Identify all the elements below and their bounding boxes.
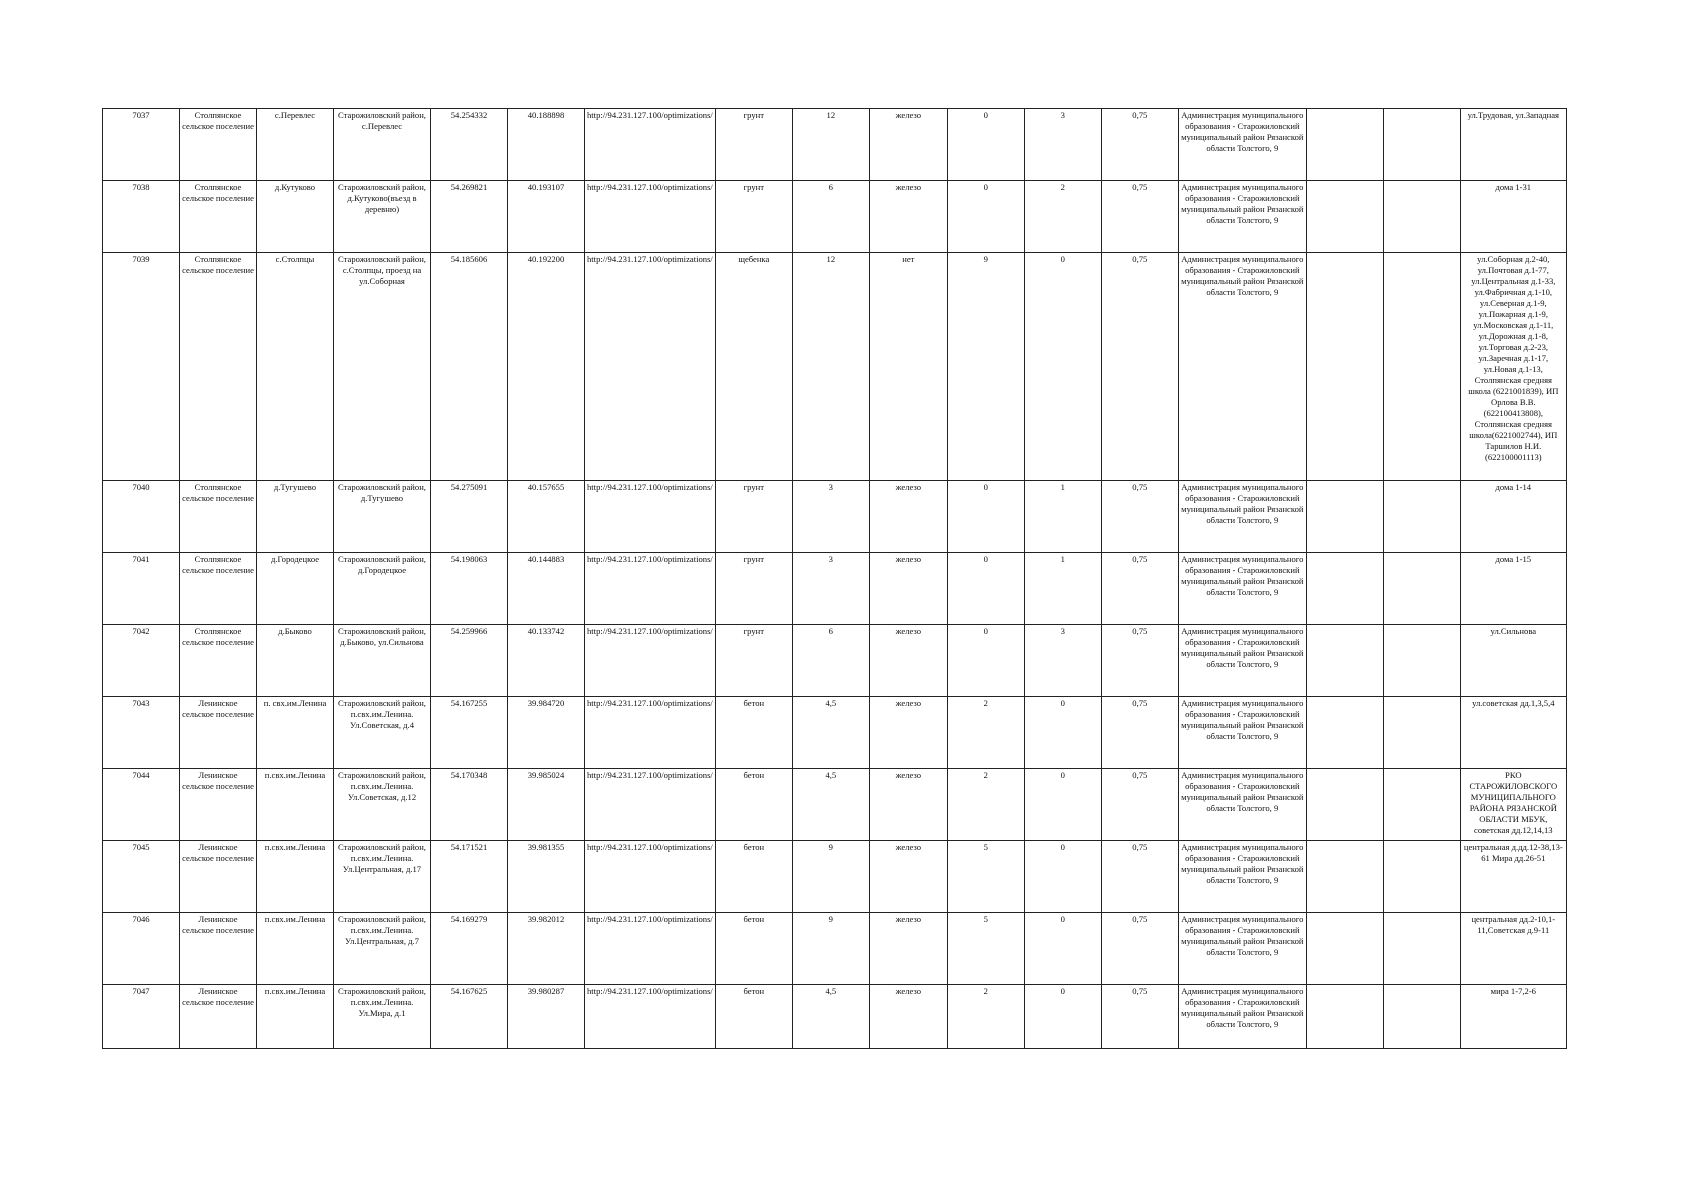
cell-area: 9 (792, 913, 869, 985)
table-row (103, 253, 1567, 481)
cell-surface: грунт (715, 481, 792, 553)
cell-fence-material: железо (869, 181, 947, 253)
cell-settlement: Ленинское сельское поселение (180, 697, 257, 769)
table-row (103, 181, 1567, 253)
cell-count-a: 5 (947, 841, 1024, 913)
cell-settlement: Столпянское сельское поселение (180, 481, 257, 553)
cell-area: 4,5 (792, 697, 869, 769)
cell-latitude: 54.254332 (431, 109, 508, 181)
cell-longitude: 40.193107 (508, 181, 585, 253)
cell-id: 7038 (103, 181, 180, 253)
cell-longitude: 39.982012 (508, 913, 585, 985)
cell-longitude: 40.133742 (508, 625, 585, 697)
cell-served-sources: РКО СТАРОЖИЛОВСКОГО МУНИЦИПАЛЬНОГО РАЙОНА РЯЗАНСКОЙ ОБЛАСТИ МБУК, советская дд.12,14,13 (1460, 769, 1566, 841)
cell-volume: 0,75 (1101, 253, 1178, 481)
cell-locality: д.Тугушево (257, 481, 334, 553)
cell-address: Старожиловский район, с.Столпцы, проезд на ул.Соборная (334, 253, 431, 481)
cell-fence-material: железо (869, 913, 947, 985)
cell-volume: 0,75 (1101, 985, 1178, 1049)
cell-empty-2 (1383, 109, 1460, 181)
cell-locality: п. свх.им.Ленина (257, 697, 334, 769)
cell-served-sources: ул.советская дд.1,3,5,4 (1460, 697, 1566, 769)
cell-owner: Администрация муниципального образования - Старожиловский муниципальный район Рязанской области Толстого, 9 (1178, 841, 1306, 913)
cell-empty-2 (1383, 697, 1460, 769)
cell-fence-material: железо (869, 697, 947, 769)
cell-count-b: 0 (1024, 769, 1101, 841)
cell-id: 7047 (103, 985, 180, 1049)
cell-address: Старожиловский район, п.свх.им.Ленина. Ул.Центральная, д.7 (334, 913, 431, 985)
cell-count-b: 0 (1024, 985, 1101, 1049)
table-row (103, 109, 1567, 181)
cell-surface: грунт (715, 181, 792, 253)
cell-id: 7041 (103, 553, 180, 625)
cell-owner: Администрация муниципального образования - Старожиловский муниципальный район Рязанской области Толстого, 9 (1178, 697, 1306, 769)
cell-area: 6 (792, 181, 869, 253)
cell-longitude: 40.192200 (508, 253, 585, 481)
cell-surface: бетон (715, 769, 792, 841)
cell-map-link[interactable]: http://94.231.127.100/optimizations/ (585, 841, 716, 913)
cell-volume: 0,75 (1101, 625, 1178, 697)
cell-surface: грунт (715, 109, 792, 181)
cell-served-sources: ул.Сильнова (1460, 625, 1566, 697)
table-row (103, 841, 1567, 913)
cell-count-a: 2 (947, 985, 1024, 1049)
cell-fence-material: железо (869, 553, 947, 625)
cell-latitude: 54.170348 (431, 769, 508, 841)
cell-empty-1 (1306, 625, 1383, 697)
cell-area: 9 (792, 841, 869, 913)
cell-longitude: 40.188898 (508, 109, 585, 181)
table-row (103, 697, 1567, 769)
cell-fence-material: железо (869, 985, 947, 1049)
cell-settlement: Столпянское сельское поселение (180, 181, 257, 253)
cell-empty-1 (1306, 181, 1383, 253)
cell-map-link[interactable]: http://94.231.127.100/optimizations/ (585, 697, 716, 769)
cell-map-link[interactable]: http://94.231.127.100/optimizations/ (585, 553, 716, 625)
cell-owner: Администрация муниципального образования - Старожиловский муниципальный район Рязанской области Толстого, 9 (1178, 913, 1306, 985)
cell-id: 7046 (103, 913, 180, 985)
cell-id: 7043 (103, 697, 180, 769)
cell-settlement: Ленинское сельское поселение (180, 841, 257, 913)
cell-address: Старожиловский район, п.свх.им.Ленина. Ул.Советская, д.12 (334, 769, 431, 841)
cell-settlement: Ленинское сельское поселение (180, 769, 257, 841)
cell-surface: бетон (715, 913, 792, 985)
cell-count-a: 0 (947, 181, 1024, 253)
cell-served-sources: центральная д.дд.12-38,13-61 Мира дд.26-51 (1460, 841, 1566, 913)
cell-address: Старожиловский район, с.Перевлес (334, 109, 431, 181)
cell-latitude: 54.171521 (431, 841, 508, 913)
cell-latitude: 54.269821 (431, 181, 508, 253)
cell-empty-1 (1306, 841, 1383, 913)
cell-locality: с.Столпцы (257, 253, 334, 481)
cell-locality: с.Перевлес (257, 109, 334, 181)
cell-served-sources: ул.Трудовая, ул.Западная (1460, 109, 1566, 181)
cell-area: 12 (792, 109, 869, 181)
cell-settlement: Столпянское сельское поселение (180, 109, 257, 181)
cell-id: 7037 (103, 109, 180, 181)
cell-owner: Администрация муниципального образования - Старожиловский муниципальный район Рязанской области Толстого, 9 (1178, 625, 1306, 697)
cell-count-b: 0 (1024, 253, 1101, 481)
cell-owner: Администрация муниципального образования - Старожиловский муниципальный район Рязанской области Толстого, 9 (1178, 181, 1306, 253)
cell-volume: 0,75 (1101, 109, 1178, 181)
cell-address: Старожиловский район, п.свх.им.Ленина. Ул.Мира, д.1 (334, 985, 431, 1049)
cell-empty-2 (1383, 625, 1460, 697)
cell-latitude: 54.169279 (431, 913, 508, 985)
cell-empty-1 (1306, 913, 1383, 985)
cell-area: 3 (792, 553, 869, 625)
cell-map-link[interactable]: http://94.231.127.100/optimizations/ (585, 481, 716, 553)
cell-empty-2 (1383, 181, 1460, 253)
cell-empty-2 (1383, 253, 1460, 481)
cell-owner: Администрация муниципального образования - Старожиловский муниципальный район Рязанской области Толстого, 9 (1178, 253, 1306, 481)
cell-map-link[interactable]: http://94.231.127.100/optimizations/ (585, 253, 716, 481)
cell-address: Старожиловский район, д.Городецкое (334, 553, 431, 625)
cell-map-link[interactable]: http://94.231.127.100/optimizations/ (585, 985, 716, 1049)
cell-fence-material: железо (869, 769, 947, 841)
cell-count-a: 0 (947, 481, 1024, 553)
cell-volume: 0,75 (1101, 913, 1178, 985)
cell-served-sources: центральная дд.2-10,1-11,Советская д.9-11 (1460, 913, 1566, 985)
table-row (103, 913, 1567, 985)
cell-empty-1 (1306, 985, 1383, 1049)
cell-id: 7039 (103, 253, 180, 481)
table-row (103, 985, 1567, 1049)
cell-address: Старожиловский район, д.Тугушево (334, 481, 431, 553)
cell-settlement: Столпянское сельское поселение (180, 625, 257, 697)
cell-fence-material: железо (869, 109, 947, 181)
cell-id: 7040 (103, 481, 180, 553)
cell-volume: 0,75 (1101, 769, 1178, 841)
cell-locality: д.Городецкое (257, 553, 334, 625)
cell-longitude: 39.985024 (508, 769, 585, 841)
cell-count-b: 0 (1024, 841, 1101, 913)
table-row (103, 553, 1567, 625)
cell-fence-material: нет (869, 253, 947, 481)
cell-count-b: 1 (1024, 481, 1101, 553)
cell-count-a: 5 (947, 913, 1024, 985)
cell-address: Старожиловский район, п.свх.им.Ленина. Ул.Советская, д.4 (334, 697, 431, 769)
cell-id: 7042 (103, 625, 180, 697)
cell-volume: 0,75 (1101, 553, 1178, 625)
cell-empty-2 (1383, 481, 1460, 553)
cell-locality: п.свх.им.Ленина (257, 913, 334, 985)
cell-fence-material: железо (869, 841, 947, 913)
cell-empty-2 (1383, 769, 1460, 841)
cell-locality: п.свх.им.Ленина (257, 841, 334, 913)
cell-locality: п.свх.им.Ленина (257, 985, 334, 1049)
cell-served-sources: дома 1-14 (1460, 481, 1566, 553)
cell-settlement: Ленинское сельское поселение (180, 985, 257, 1049)
cell-longitude: 40.144883 (508, 553, 585, 625)
cell-served-sources: мира 1-7,2-6 (1460, 985, 1566, 1049)
cell-surface: щебенка (715, 253, 792, 481)
cell-fence-material: железо (869, 481, 947, 553)
cell-owner: Администрация муниципального образования - Старожиловский муниципальный район Рязанской области Толстого, 9 (1178, 481, 1306, 553)
cell-latitude: 54.185606 (431, 253, 508, 481)
cell-volume: 0,75 (1101, 181, 1178, 253)
cell-count-b: 1 (1024, 553, 1101, 625)
cell-map-link[interactable]: http://94.231.127.100/optimizations/ (585, 109, 716, 181)
cell-surface: бетон (715, 985, 792, 1049)
cell-served-sources: дома 1-31 (1460, 181, 1566, 253)
cell-owner: Администрация муниципального образования - Старожиловский муниципальный район Рязанской области Толстого, 9 (1178, 769, 1306, 841)
cell-longitude: 39.981355 (508, 841, 585, 913)
cell-count-b: 0 (1024, 913, 1101, 985)
cell-count-a: 9 (947, 253, 1024, 481)
cell-area: 12 (792, 253, 869, 481)
cell-count-a: 2 (947, 697, 1024, 769)
cell-locality: п.свх.им.Ленина (257, 769, 334, 841)
cell-owner: Администрация муниципального образования - Старожиловский муниципальный район Рязанской области Толстого, 9 (1178, 985, 1306, 1049)
cell-empty-1 (1306, 769, 1383, 841)
cell-id: 7044 (103, 769, 180, 841)
cell-longitude: 40.157655 (508, 481, 585, 553)
cell-latitude: 54.275091 (431, 481, 508, 553)
cell-fence-material: железо (869, 625, 947, 697)
cell-latitude: 54.167255 (431, 697, 508, 769)
cell-surface: бетон (715, 697, 792, 769)
cell-map-link[interactable]: http://94.231.127.100/optimizations/ (585, 913, 716, 985)
cell-settlement: Ленинское сельское поселение (180, 913, 257, 985)
waste-sites-table (102, 108, 1567, 1049)
cell-empty-1 (1306, 481, 1383, 553)
cell-empty-1 (1306, 697, 1383, 769)
cell-longitude: 39.980287 (508, 985, 585, 1049)
cell-count-b: 3 (1024, 109, 1101, 181)
cell-map-link[interactable]: http://94.231.127.100/optimizations/ (585, 181, 716, 253)
cell-settlement: Столпянское сельское поселение (180, 253, 257, 481)
cell-area: 4,5 (792, 769, 869, 841)
cell-address: Старожиловский район, п.свх.им.Ленина. Ул.Центральная, д.17 (334, 841, 431, 913)
cell-surface: грунт (715, 625, 792, 697)
cell-served-sources: ул.Соборная д.2-40, ул.Почтовая д.1-77, ул.Центральная д.1-33, ул.Фабричная д.1-10, ул.Северная д.1-9, ул.Пожарная д.1-9, ул.Московская д.1-11, ул.Дорожная д.1-8, ул.Торговая д.2-23, ул.Заречная д.1-17, ул.Новая д.1-13, Столпянская средняя школа (6221001839), ИП Орлова В.В.(622100413808), Столпянская средняя школа(6221002744), ИП Таршилов Н.И. (622100001113) (1460, 253, 1566, 481)
cell-longitude: 39.984720 (508, 697, 585, 769)
cell-area: 6 (792, 625, 869, 697)
cell-empty-1 (1306, 253, 1383, 481)
cell-locality: д.Кутуково (257, 181, 334, 253)
cell-empty-2 (1383, 841, 1460, 913)
cell-count-b: 2 (1024, 181, 1101, 253)
cell-map-link[interactable]: http://94.231.127.100/optimizations/ (585, 625, 716, 697)
cell-empty-2 (1383, 553, 1460, 625)
cell-map-link[interactable]: http://94.231.127.100/optimizations/ (585, 769, 716, 841)
cell-empty-2 (1383, 985, 1460, 1049)
cell-address: Старожиловский район, д.Быково, ул.Сильнова (334, 625, 431, 697)
cell-surface: бетон (715, 841, 792, 913)
cell-area: 3 (792, 481, 869, 553)
cell-address: Старожиловский район, д.Кутуково(въезд в деревню) (334, 181, 431, 253)
cell-owner: Администрация муниципального образования - Старожиловский муниципальный район Рязанской области Толстого, 9 (1178, 109, 1306, 181)
cell-latitude: 54.259966 (431, 625, 508, 697)
table-row (103, 769, 1567, 841)
cell-surface: грунт (715, 553, 792, 625)
cell-locality: д.Быково (257, 625, 334, 697)
cell-area: 4,5 (792, 985, 869, 1049)
cell-volume: 0,75 (1101, 697, 1178, 769)
table-row (103, 481, 1567, 553)
cell-latitude: 54.198063 (431, 553, 508, 625)
cell-empty-1 (1306, 109, 1383, 181)
cell-count-a: 2 (947, 769, 1024, 841)
cell-volume: 0,75 (1101, 841, 1178, 913)
cell-count-b: 0 (1024, 697, 1101, 769)
cell-empty-2 (1383, 913, 1460, 985)
cell-empty-1 (1306, 553, 1383, 625)
table-row (103, 625, 1567, 697)
cell-count-a: 0 (947, 553, 1024, 625)
cell-count-b: 3 (1024, 625, 1101, 697)
cell-latitude: 54.167625 (431, 985, 508, 1049)
cell-count-a: 0 (947, 625, 1024, 697)
cell-owner: Администрация муниципального образования - Старожиловский муниципальный район Рязанской области Толстого, 9 (1178, 553, 1306, 625)
cell-count-a: 0 (947, 109, 1024, 181)
cell-served-sources: дома 1-15 (1460, 553, 1566, 625)
cell-volume: 0,75 (1101, 481, 1178, 553)
cell-id: 7045 (103, 841, 180, 913)
table-body (103, 109, 1567, 1049)
cell-settlement: Столпянское сельское поселение (180, 553, 257, 625)
